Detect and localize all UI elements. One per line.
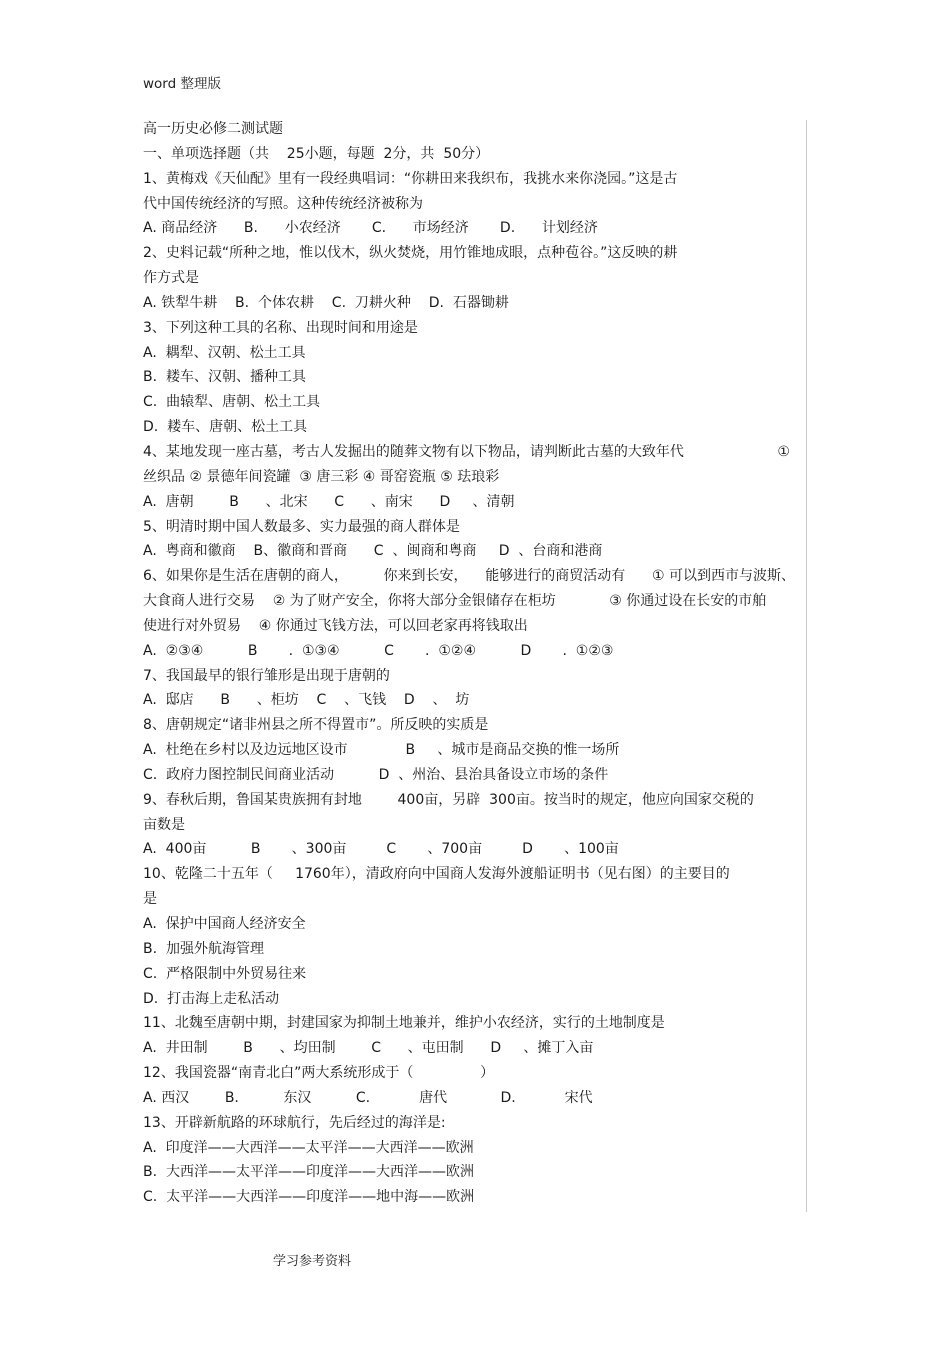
option-line: B. 加强外航海管理 — [143, 940, 264, 957]
question-line: 亩数是 — [143, 816, 185, 833]
option-line: A. 保护中国商人经济安全 — [143, 916, 306, 932]
question-line: 4、某地发现一座古墓，考古人发掘出的随葬文物有以下物品，请判断此古墓的大致年代 ① — [143, 443, 790, 460]
question-line: 11、北魏至唐朝中期，封建国家为抑制土地兼并，维护小农经济，实行的土地制度是 — [143, 1015, 665, 1032]
question-line: 代中国传统经济的写照。这种传统经济被称为 — [143, 195, 423, 212]
option-line: C. 太平洋——大西洋——印度洋——地中海——欧洲 — [143, 1189, 475, 1206]
question-line: 1、黄梅戏《天仙配》里有一段经典唱词：“你耕田来我织布，我挑水来你浇园。”这是古 — [143, 170, 678, 187]
question-line: 3、下列这种工具的名称、出现时间和用途是 — [143, 319, 418, 336]
options-line: C. 政府力图控制民间商业活动 D 、州治、县治具备设立市场的条件 — [143, 766, 609, 783]
footer-text: 学习参考资料 — [273, 1254, 352, 1269]
options-line: A. 西汉 B. 东汉 C. 唐代 D. 宋代 — [143, 1089, 593, 1106]
section-heading: 一、单项选择题（共 25小题，每题 2分，共 50分） — [143, 145, 490, 162]
exam-content — [143, 117, 813, 1210]
question-line: 2、史料记载“所种之地，惟以伐木，纵火焚烧，用竹锥地成眼，点种苞谷。”这反映的耕 — [143, 245, 678, 262]
options-line: A. 400亩 B 、300亩 C 、700亩 D 、100亩 — [143, 841, 619, 858]
option-line: A. 耦犁、汉朝、松土工具 — [143, 344, 306, 361]
question-line: 6、如果你是生活在唐朝的商人， 你来到长安， 能够进行的商贸活动有 ① 可以到西市与波斯、 — [143, 568, 796, 585]
question-line: 13、开辟新航路的环球航行，先后经过的海洋是: — [143, 1114, 446, 1131]
option-line: D. 耧车、唐朝、松土工具 — [143, 419, 308, 436]
option-line: B. 大西洋——太平洋——印度洋——大西洋——欧洲 — [143, 1164, 474, 1181]
options-line: A. 杜绝在乡村以及边远地区设市 B 、城市是商品交换的惟一场所 — [143, 742, 620, 759]
option-line: C. 严格限制中外贸易往来 — [143, 965, 307, 982]
question-line: 使进行对外贸易 ④ 你通过飞钱方法，可以回老家再将钱取出 — [143, 617, 528, 634]
header-tag: word 整理版 — [143, 76, 221, 92]
question-line: 作方式是 — [143, 270, 199, 287]
question-line: 8、唐朝规定“诸非州县之所不得置市”。所反映的实质是 — [143, 717, 489, 734]
option-line: B. 耧车、汉朝、播种工具 — [143, 369, 306, 386]
question-line: 大食商人进行交易 ② 为了财产安全，你将大部分金银储存在柜坊 ③ 你通过设在长安的市舶 — [143, 593, 767, 610]
exam-title: 高一历史必修二测试题 — [143, 121, 283, 137]
options-line: A. 商品经济 B. 小农经济 C. 市场经济 D. 计划经济 — [143, 220, 598, 237]
question-line: 12、我国瓷器“南青北白”两大系统形成于（ ） — [143, 1065, 495, 1082]
options-line: A. 井田制 B 、均田制 C 、屯田制 D 、摊丁入亩 — [143, 1040, 594, 1057]
options-line: A. 铁犁牛耕 B. 个体农耕 C. 刀耕火种 D. 石器锄耕 — [143, 294, 509, 311]
options-line: A. 粤商和徽商 B、徽商和晋商 C 、闽商和粤商 D 、台商和港商 — [143, 543, 603, 560]
question-line: 是 — [143, 891, 157, 908]
options-line: A. ②③④ B . ①③④ C . ①②④ D . ①②③ — [143, 642, 614, 659]
question-line: 7、我国最早的银行雏形是出现于唐朝的 — [143, 667, 390, 684]
options-line: A. 邸店 B 、柜坊 C 、飞钱 D 、 坊 — [143, 692, 470, 709]
question-line: 9、春秋后期，鲁国某贵族拥有封地 400亩，另辟 300亩。按当时的规定，他应向国家交税的 — [143, 791, 754, 808]
option-line: C. 曲辕犁、唐朝、松土工具 — [143, 394, 321, 411]
question-line: 丝织品 ② 景德年间瓷罐 ③ 唐三彩 ④ 哥窑瓷瓶 ⑤ 珐琅彩 — [143, 468, 500, 485]
option-line: D. 打击海上走私活动 — [143, 990, 280, 1007]
option-line: A. 印度洋——大西洋——太平洋——大西洋——欧洲 — [143, 1139, 474, 1156]
question-line: 10、乾隆二十五年（ 1760年），清政府向中国商人发海外渡船证明书（见右图）的主要目的 — [143, 866, 730, 883]
question-line: 5、明清时期中国人数最多、实力最强的商人群体是 — [143, 518, 460, 535]
options-line: A. 唐朝 B 、北宋 C 、南宋 D 、清朝 — [143, 493, 515, 510]
